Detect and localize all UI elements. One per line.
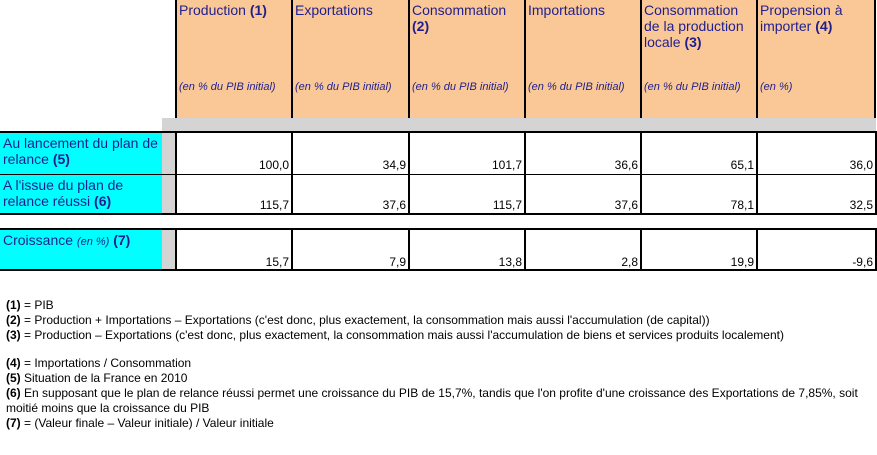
table-cell: 115,7 xyxy=(259,198,289,212)
footnote: (4) = Importations / Consommation xyxy=(6,356,192,370)
footnote: (6) En supposant que le plan de relance réussi permet une croissance du PIB de 15,7%, tandis que l'on profite d'une croissance des Exportations de 7,85%, soit moitié moins que la croissance du PIB xyxy=(6,386,858,415)
table-cell: 19,9 xyxy=(730,255,754,269)
growth-bottom-border xyxy=(0,269,877,271)
footnotes xyxy=(6,298,872,431)
table-cell: -9,6 xyxy=(852,255,873,269)
table-cell: 36,6 xyxy=(614,158,638,172)
table-cell: 15,7 xyxy=(265,255,289,269)
table-cell: 65,1 xyxy=(730,158,754,172)
row-label-issue: A l'issue du plan de relance réussi (6) xyxy=(0,175,162,214)
header-consommation: Consommation (2) (en % du PIB initial) xyxy=(408,0,524,118)
row-label-croissance: Croissance (en %) (7) xyxy=(0,230,162,270)
header-grey-strip xyxy=(162,118,876,132)
table-cell: 32,5 xyxy=(849,198,873,212)
table-cell: 34,9 xyxy=(382,158,406,172)
row-grey-cell xyxy=(162,230,175,270)
table-cell: 36,0 xyxy=(849,158,873,172)
table-cell: 100,0 xyxy=(258,158,289,172)
footnote: (5) Situation de la France en 2010 xyxy=(6,371,188,385)
header-propension: Propension à importer (4) (en %) xyxy=(756,0,876,118)
table-cell: 7,9 xyxy=(389,255,406,269)
footnote: (1) = PIB xyxy=(6,298,54,312)
table-cell: 37,6 xyxy=(382,198,406,212)
table-cell: 2,8 xyxy=(621,255,638,269)
table-cell: 115,7 xyxy=(492,198,522,212)
table-cell: 78,1 xyxy=(730,198,754,212)
table-cell: 13,8 xyxy=(498,255,522,269)
footnote: (3) = Production – Exportations (c'est donc, plus exactement, la consommation mais aussi l'accumulation de biens et services produits localement) xyxy=(6,328,784,342)
table-cell: 37,6 xyxy=(614,198,638,212)
row-grey-cell xyxy=(162,175,175,214)
header-production: Production (1) (en % du PIB initial) xyxy=(175,0,291,118)
header-importations: Importations (en % du PIB initial) xyxy=(524,0,640,118)
header-row xyxy=(0,0,877,132)
footnote: (2) = Production + Importations – Exportations (c'est donc, plus exactement, la consommation mais aussi l'accumulation (de capital)) xyxy=(6,313,710,327)
row-label-lancement: Au lancement du plan de relance (5) xyxy=(0,133,162,175)
table-bottom-border xyxy=(0,213,877,215)
header-exportations: Exportations (en % du PIB initial) xyxy=(291,0,408,118)
table-cell: 101,7 xyxy=(491,158,522,172)
row-grey-cell xyxy=(162,133,175,175)
header-consommation-locale: Consommation de la production locale (3) (en % du PIB initial) xyxy=(640,0,756,118)
footnote: (7) = (Valeur finale – Valeur initiale) / Valeur initiale xyxy=(6,416,274,430)
